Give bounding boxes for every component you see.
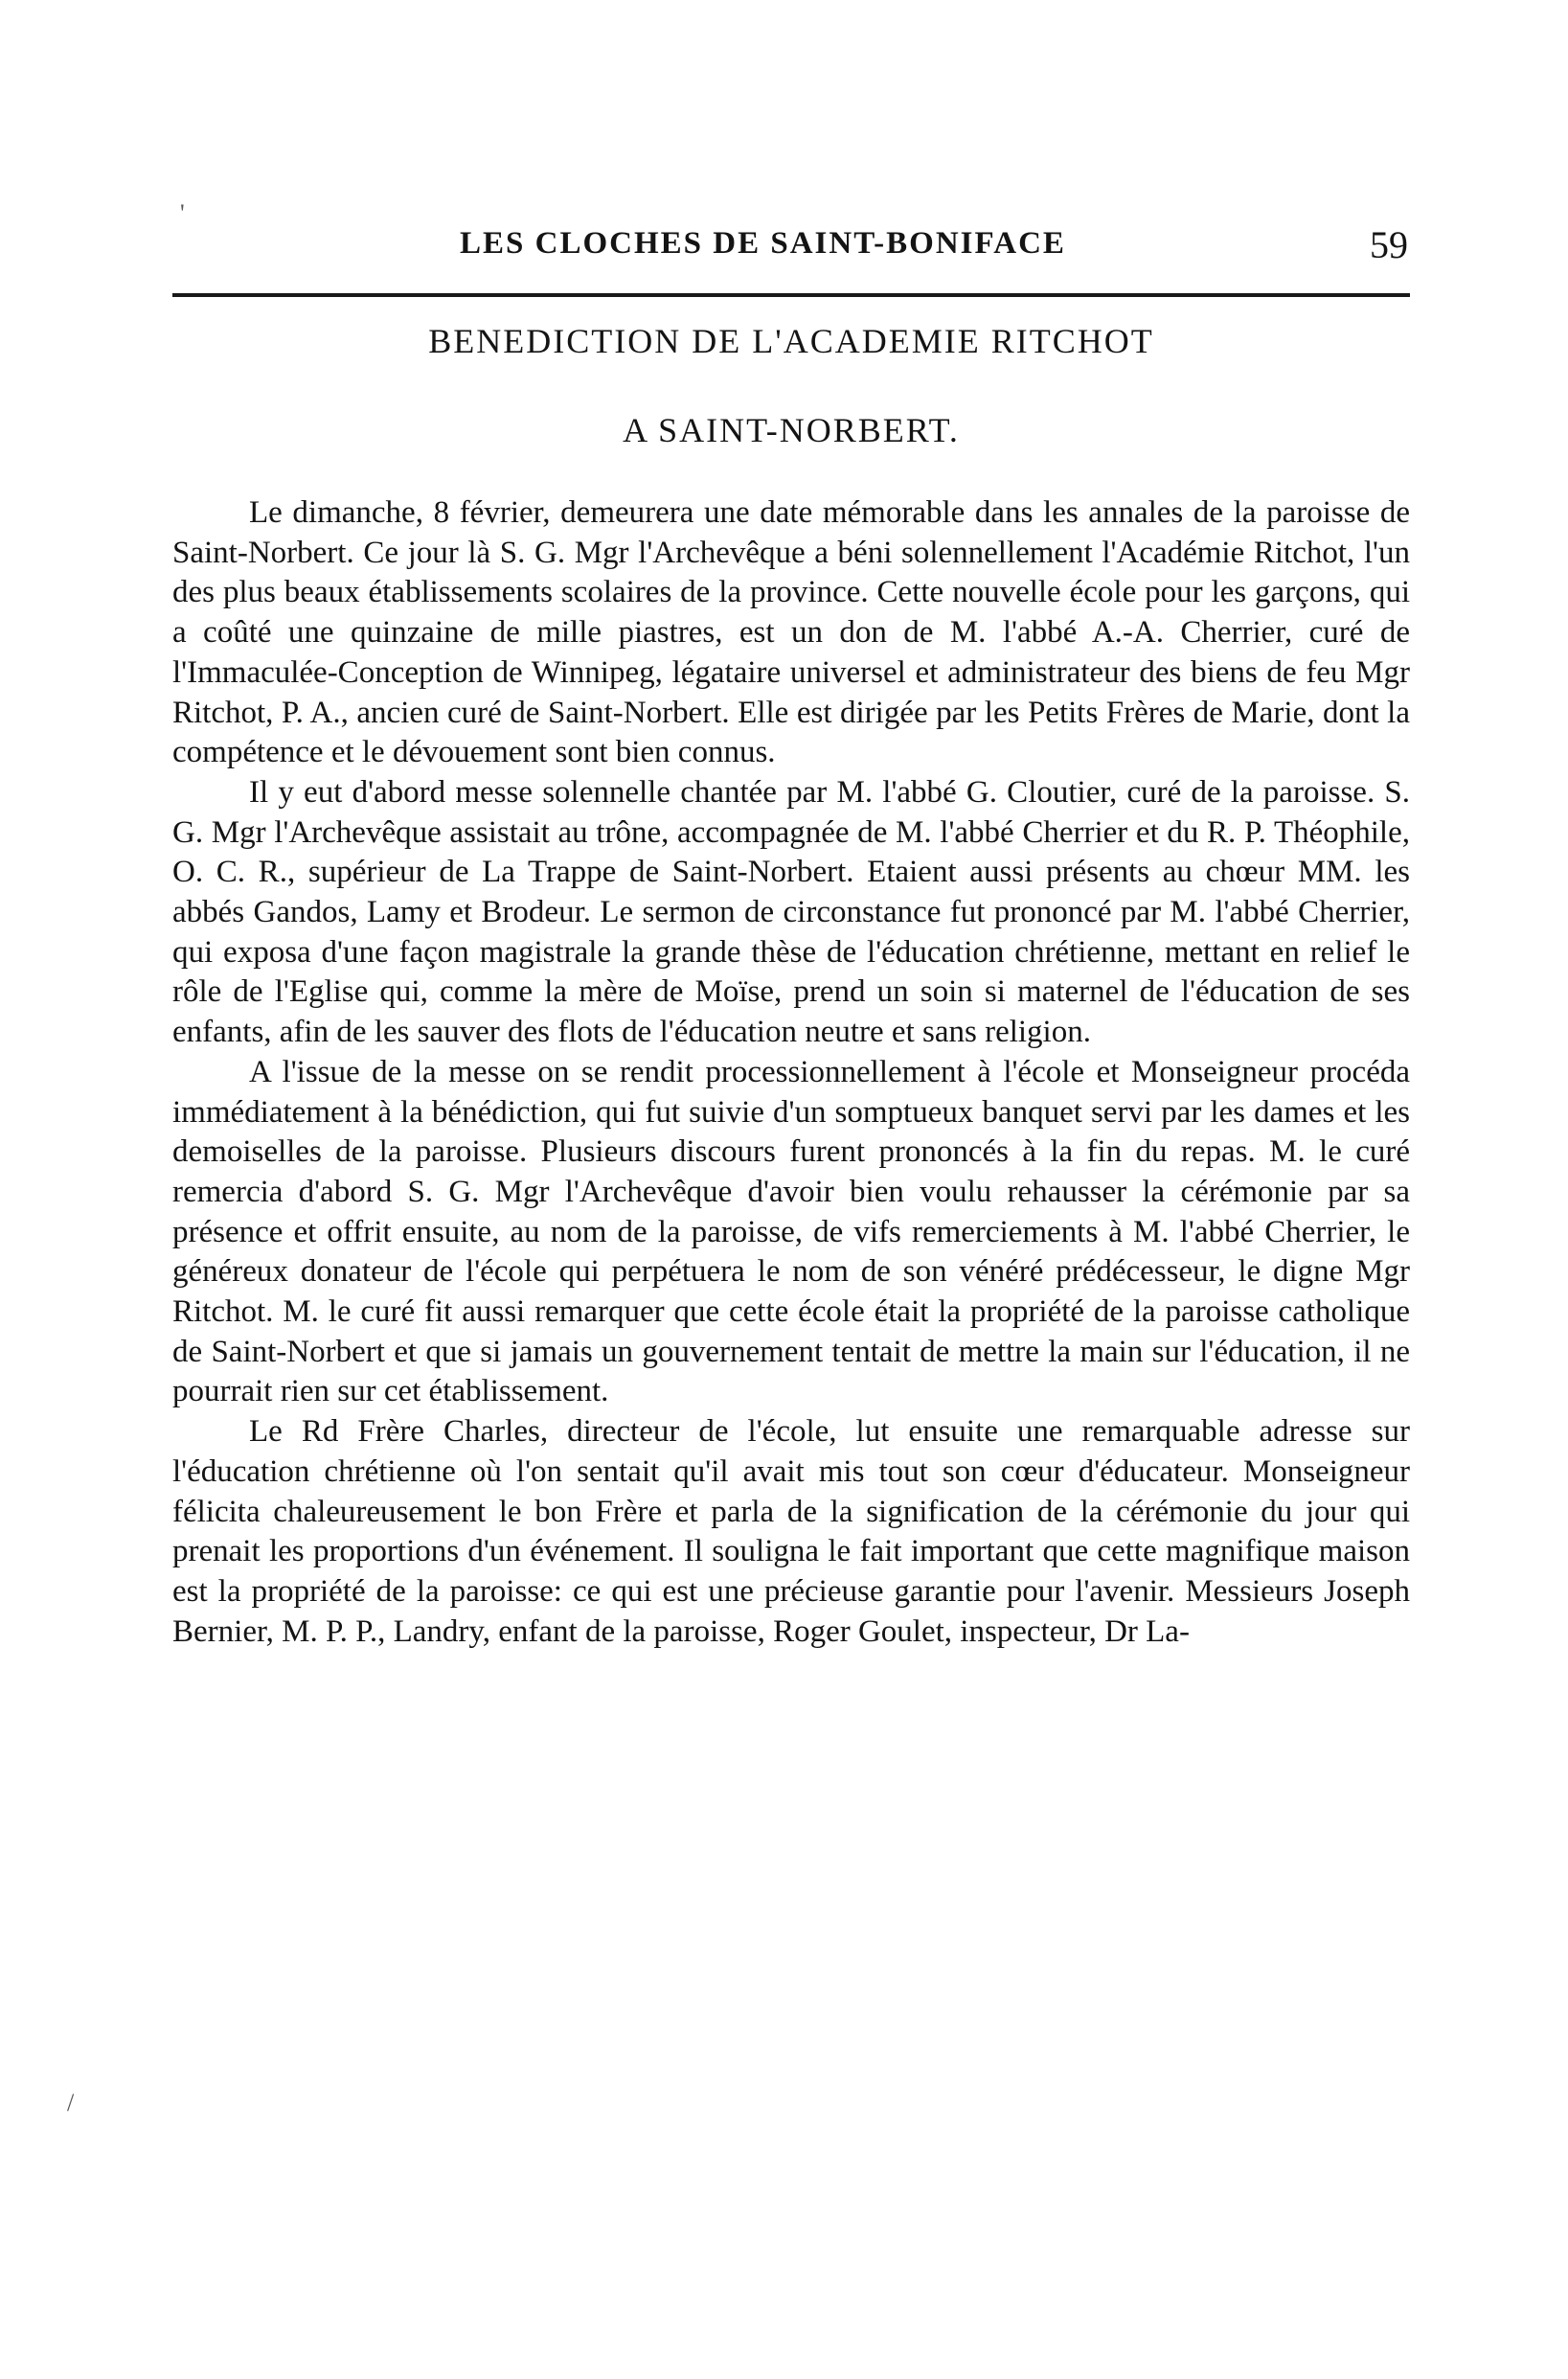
running-title: LES CLOCHES DE SAINT-BONIFACE — [460, 226, 1066, 261]
article-subtitle: A SAINT-NORBERT. — [623, 411, 960, 449]
stray-mark-bottom: / — [67, 2089, 75, 2116]
paragraph-3: A l'issue de la messe on se rendit processionnellement à l'école et Monseigneur procéda immédiatement à la bénédiction, qui fut suivie d'un somptueux banquet servi par les dames et les demoiselles de la paroisse. Plusieurs discours furent prononcés à la fin du repas. M. le curé remercia d'abord S. G. Mgr l'Archevêque d'avoir bien voulu rehausser la cérémonie par sa présence et offrit ensuite, au nom de la paroisse, de vifs remerciements à M. l'abbé Cherrier, le généreux donateur de l'école qui perpétuera le nom de son vénéré prédécesseur, le digne Mgr Ritchot. M. le curé fit aussi remarquer que cette école était la propriété de la paroisse catholique de Saint-Norbert et que si jamais un gouvernement tentait de mettre la main sur l'éducation, il ne pourrait rien sur cet établissement. — [172, 1054, 1410, 1409]
paragraph-1: Le dimanche, 8 février, demeurera une date mémorable dans les annales de la paroisse de Saint-Norbert. Ce jour là S. G. Mgr l'Archevêque a béni solennellement l'Académie Ritchot, l'un des plus beaux établissements scolaires de la province. Cette nouvelle école pour les garçons, qui a coûté une quinzaine de mille piastres, est un don de M. l'abbé A.-A. Cherrier, curé de l'Immaculée-Conception de Winnipeg, légataire universel et administrateur des biens de feu Mgr Ritchot, P. A., ancien curé de Saint-Norbert. Elle est dirigée par les Petits Frères de Marie, dont la compétence et le dévouement sont bien connus. — [172, 495, 1410, 770]
stray-mark-top: ' — [180, 199, 185, 227]
running-head — [172, 218, 1408, 276]
article-body — [172, 493, 1410, 1652]
header-rule — [172, 293, 1410, 297]
paragraph-4: Le Rd Frère Charles, directeur de l'école, lut ensuite une remarquable adresse sur l'éducation chrétienne où l'on sentait qu'il avait mis tout son cœur d'éducateur. Monseigneur félicita chaleureusement le bon Frère et parla de la signification de la cérémonie du jour qui prenait les proportions d'un événement. Il souligna le fait important que cette magnifique maison est la propriété de la paroisse: ce qui est une précieuse garantie pour l'avenir. Messieurs Joseph Bernier, M. P. P., Landry, enfant de la paroisse, Roger Goulet, inspecteur, Dr La- — [172, 1414, 1410, 1649]
article-title: BENEDICTION DE L'ACADEMIE RITCHOT — [428, 322, 1154, 360]
page-number: 59 — [1370, 223, 1408, 266]
paragraph-2: Il y eut d'abord messe solennelle chantée par M. l'abbé G. Cloutier, curé de la paroisse. S. G. Mgr l'Archevêque assistait au trône, accompagnée de M. l'abbé Cherrier et du R. P. Théophile, O. C. R., supérieur de La Trappe de Saint-Norbert. Etaient aussi présents au chœur MM. les abbés Gandos, Lamy et Brodeur. Le sermon de circonstance fut prononcé par M. l'abbé Cherrier, qui exposa d'une façon magistrale la grande thèse de l'éducation chrétienne, mettant en relief le rôle de l'Eglise qui, comme la mère de Moïse, prend un soin si maternel de l'éducation de ses enfants, afin de les sauver des flots de l'éducation neutre et sans religion. — [172, 774, 1410, 1050]
